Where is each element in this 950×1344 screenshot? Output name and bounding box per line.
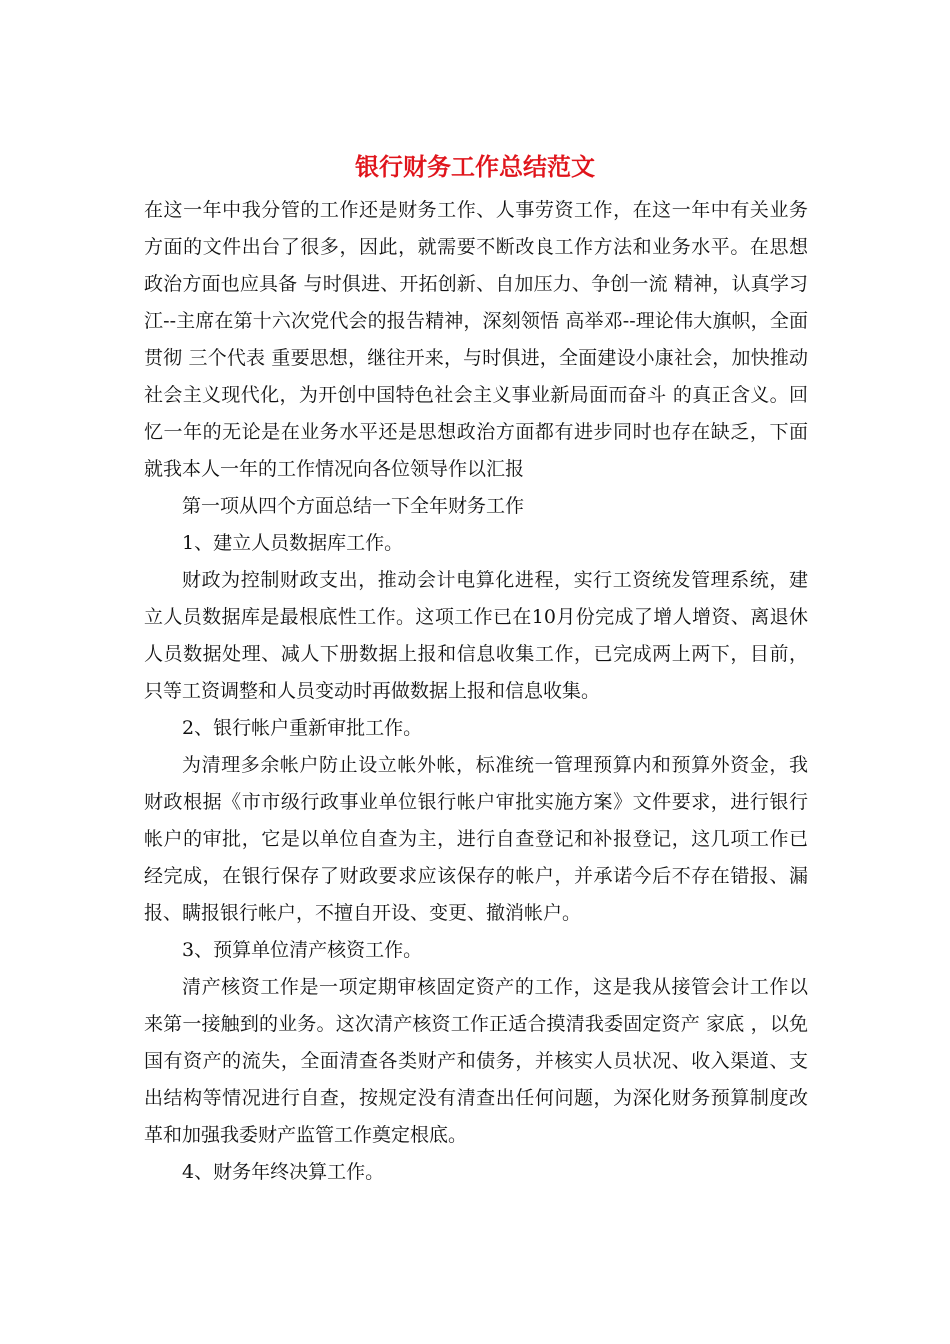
item-body-2: 为清理多余帐户防止设立帐外帐，标准统一管理预算内和预算外资金，我财政根据《市市级行政事业单位银行帐户审批实施方案》文件要求，进行银行帐户的审批，它是以单位自查为主，进行自查登记和补报登记，这几项工作已经完成，在银行保存了财政要求应该保存的帐户，并承诺今后不存在错报、漏报、瞒报银行帐户，不擅自开设、变更、撤消帐户。 xyxy=(144,754,808,924)
item-body-3: 清产核资工作是一项定期审核固定资产的工作，这是我从接管会计工作以来第一接触到的业务。这次清产核资工作正适合摸清我委固定资产 家底 ，以免国有资产的流失，全面清查各类财产和债务，并核实人员状况、收入渠道、支出结构等情况进行自查，按规定没有清查出任何问题，为深化财务预算制度改革和加强我委财产监管工作奠定根底。 xyxy=(144,976,808,1146)
item-heading-4: 4、财务年终决算工作。 xyxy=(182,1161,385,1183)
document-title: 银行财务工作总结范文 xyxy=(355,152,595,181)
item-body-1: 财政为控制财政支出，推动会计电算化进程，实行工资统发管理系统，建立人员数据库是最根底性工作。这项工作已在10月份完成了增人增资、离退休人员数据处理、减人下册数据上报和信息收集工作，已完成两上两下，目前，只等工资调整和人员变动时再做数据上报和信息收集。 xyxy=(144,569,808,702)
document-body xyxy=(144,192,808,1191)
item-heading-1: 1、建立人员数据库工作。 xyxy=(182,532,404,554)
paragraph-section-heading: 第一项从四个方面总结一下全年财务工作 xyxy=(182,495,525,517)
paragraph-intro: 在这一年中我分管的工作还是财务工作、人事劳资工作，在这一年中有关业务方面的文件出台了很多，因此，就需要不断改良工作方法和业务水平。在思想政治方面也应具备 与时俱进、开拓创新、自加压力、争创一流 精神，认真学习江--主席在第十六次党代会的报告精神，深刻领悟 高举邓--理论伟大旗帜，全面贯彻 三个代表 重要思想，继往开来，与时俱进，全面建设小康社会，加快推动社会主义现代化，为开创中国特色社会主义事业新局面而奋斗 的真正含义。回忆一年的无论是在业务水平还是思想政治方面都有进步同时也存在缺乏，下面就我本人一年的工作情况向各位领导作以汇报 xyxy=(144,199,808,480)
item-heading-2: 2、银行帐户重新审批工作。 xyxy=(182,717,423,739)
item-heading-3: 3、预算单位清产核资工作。 xyxy=(182,939,423,961)
